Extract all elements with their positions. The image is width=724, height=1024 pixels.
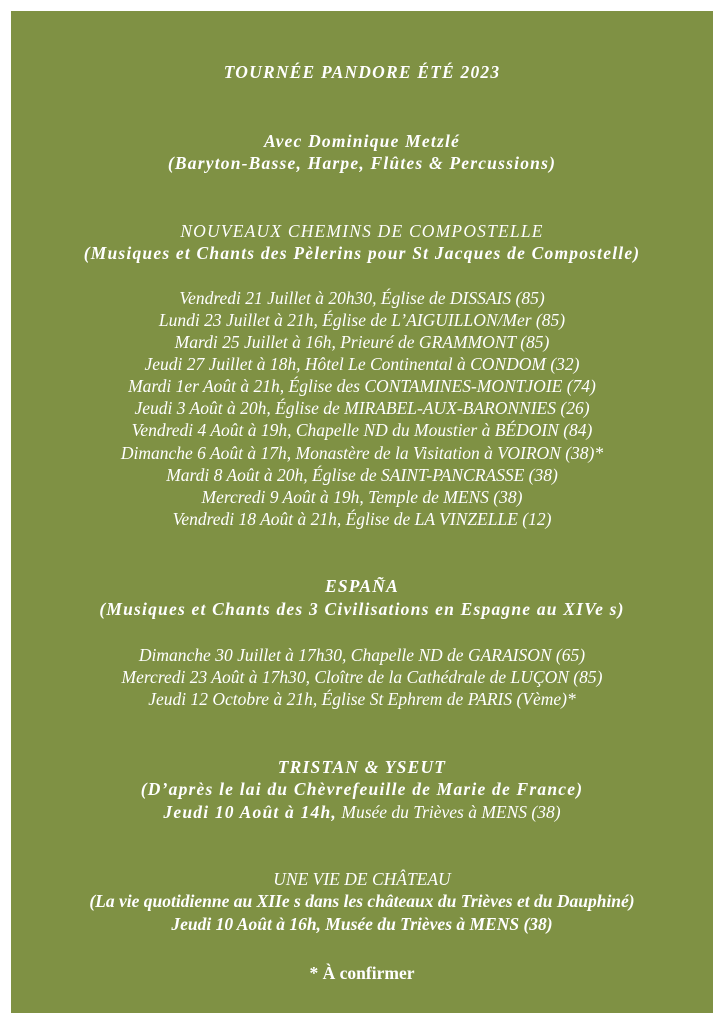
program-subtitle-chateau: (La vie quotidienne au XIIe s dans les châteaux du Trièves et du Dauphiné) (89, 891, 635, 911)
concert-date: Vendredi 18 Août à 21h, Église de LA VINZELLE (12) (172, 509, 552, 529)
program-title-compostelle: NOUVEAUX CHEMINS DE COMPOSTELLE (180, 221, 544, 241)
concert-date-venue: Musée du Trièves à MENS (38) (337, 802, 561, 822)
concert-date: Mardi 1er Août à 21h, Église des CONTAMINES-MONTJOIE (74) (128, 376, 596, 396)
concert-date: Mercredi 9 Août à 19h, Temple de MENS (38) (201, 487, 523, 507)
program-title-tristan: TRISTAN & YSEUT (277, 757, 447, 777)
concert-date-tristan (11, 801, 713, 823)
concert-date: Jeudi 27 Juillet à 18h, Hôtel Le Continental à CONDOM (32) (144, 354, 580, 374)
program-subtitle-compostelle: (Musiques et Chants des Pèlerins pour St Jacques de Compostelle) (83, 243, 641, 263)
concert-date: Lundi 23 Juillet à 21h, Église de L’AIGUILLON/Mer (85) (158, 310, 566, 330)
poster-title: TOURNÉE PANDORE ÉTÉ 2023 (223, 62, 501, 82)
program-title-espana: ESPAÑA (325, 576, 399, 596)
concert-date: Jeudi 12 Octobre à 21h, Église St Ephrem de PARIS (Vème)* (148, 689, 576, 709)
concert-date: Dimanche 30 Juillet à 17h30, Chapelle ND de GARAISON (65) (138, 645, 586, 665)
footnote: * À confirmer (309, 963, 415, 983)
concert-date: Vendredi 4 Août à 19h, Chapelle ND du Moustier à BÉDOIN (84) (131, 420, 593, 440)
concert-date: Jeudi 3 Août à 20h, Église de MIRABEL-AUX-BARONNIES (26) (134, 398, 590, 418)
performer-line: Avec Dominique Metzlé (264, 131, 460, 151)
tour-poster (11, 11, 713, 1013)
concert-date: Vendredi 21 Juillet à 20h30, Église de DISSAIS (85) (179, 288, 545, 308)
concert-date: Mercredi 23 Août à 17h30, Cloître de la Cathédrale de LUÇON (85) (121, 667, 603, 687)
concert-date: Mardi 8 Août à 20h, Église de SAINT-PANCRASSE (38) (166, 465, 558, 485)
program-title-chateau: UNE VIE DE CHÂTEAU (273, 869, 451, 889)
program-subtitle-espana: (Musiques et Chants des 3 Civilisations en Espagne au XIVe s) (99, 599, 625, 619)
instruments-line: (Baryton-Basse, Harpe, Flûtes & Percussions) (167, 153, 557, 173)
concert-date-chateau: Jeudi 10 Août à 16h, Musée du Trièves à MENS (38) (171, 914, 553, 934)
program-subtitle-tristan: (D’après le lai du Chèvrefeuille de Marie de France) (140, 779, 584, 799)
concert-date: Mardi 25 Juillet à 16h, Prieuré de GRAMMONT (85) (174, 332, 550, 352)
concert-date-day: Jeudi 10 Août à 14h, (163, 802, 337, 822)
concert-date: Dimanche 6 Août à 17h, Monastère de la Visitation à VOIRON (38)* (120, 443, 604, 463)
